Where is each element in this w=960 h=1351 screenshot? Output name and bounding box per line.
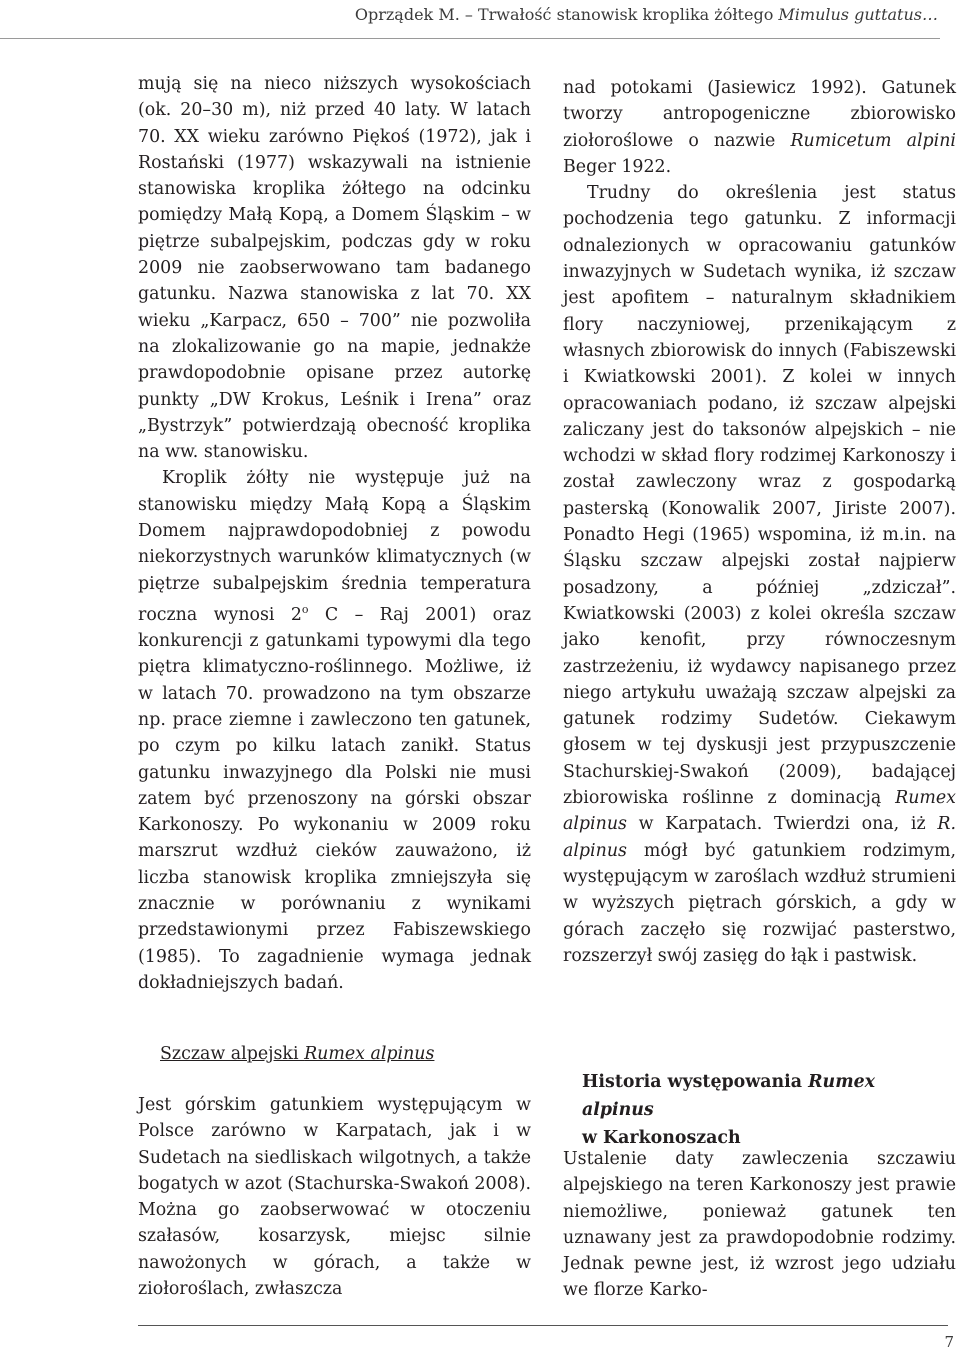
paragraph [138,465,531,996]
paragraph: Jest górskim gatunkiem występującym w Polsce zarówno w Karpatach, jak i w Sudetach na siedliskach wilgotnych, a także bogatych w azot (Stachurska-Swakoń 2008). Można go zaobserwować w otoczeniu szałasów, kosarzysk, miejsc silnie nawożonych w górach, a także w ziołoroślach, zwłaszcza [138,1095,532,1300]
paragraph [563,180,956,969]
latin-name: Rumicetum alpini [790,130,956,151]
text-run: w Karpatach. Twierdzi ona, iż [626,814,938,835]
text-run: Beger 1922. [563,156,672,177]
text-run: C – Raj 2001) oraz konkurencji z gatunkami typowymi dla tego piętra klimatyczno-roślinnego. Możliwe, iż w latach 70. prowadzono na tym obszarze np. prace ziemne i zawleczono ten gatunek, po czym po kilku latach zanikł. Status gatunku inwazyjnego dla Polski nie musi zatem być przenoszony na górski obszar Karkonoszy. Po wykonaniu w 2009 roku marszrut wzdłuż cieków zauważono, iż liczba stanowisk kroplika zmniejszyła się znacznie w porównaniu z wynikami przedstawionymi przez Fabiszewskiego (1985). To zagadnienie wymaga jednak dokładniejszych badań. [138,604,531,993]
heading-latin-name: Rumex alpinus [304,1044,435,1064]
running-head [355,5,938,24]
heading-text: Szczaw alpejski [160,1044,305,1064]
page-number: 7 [944,1333,954,1351]
text-run: nad potokami (Jasiewicz 1992). Gatunek tworzy antropogeniczne zbiorowisko ziołoroślowe o nazwie [563,78,956,151]
footer-rule [138,1325,948,1326]
running-head-species: Mimulus guttatus… [778,5,938,24]
text-run: Trudny do określenia jest status pochodzenia tego gatunku. Z informacji odnalezionych w opracowaniu gatunków inwazyjnych w Sudetach wynika, iż szczaw jest apofitem – naturalnym składnikiem flory naczyniowej, przenikającym z własnych zbiorowisk do innych (Fabiszewski i Kwiatkowski 2001). Z kolei w innych opracowaniach podano, iż szczaw alpejski zaliczany jest do taksonów alpejskich – nie wchodzi w skład flory rodzimej Karkonoszy i został zawleczony wraz z gospodarką pasterską (Konowalik 2007, Jiriste 2007). Ponadto Hegi (1965) wspomina, iż m.in. na Śląsku szczaw alpejski został najpierw posadzony, a później „zdziczał”. Kwiatkowski (2003) z kolei określa szczaw jako kenofit, przy równoczesnym zastrzeżeniu, iż wydawcy napisanego przez niego artykułu uważają szczaw alpejski za gatunek rodzimy Sudetów. Ciekawym głosem w tej dyskusji jest przypuszczenie Stachurskiej-Swakoń (2009), badającej zbiorowiska roślinne z dominacją [563,183,956,809]
left-column-top [138,71,531,996]
heading-latin-name: Rumex alpinus [582,1072,876,1120]
section-heading-rumex [160,1040,553,1068]
heading-text-line2: w Karkonoszach [582,1128,741,1148]
running-head-text: Oprządek M. – Trwałość stanowisk kroplika żółtego [354,5,779,24]
paragraph [563,75,956,180]
text-run: Kroplik żółty nie występuje już na stanowisku między Małą Kopą a Śląskim Domem najprawdopodobniej z powodu niekorzystnych warunków klimatycznych (w piętrze subalpejskim średnia temperatura roczna wynosi 2 [138,468,531,625]
latin-name: R. alpinus [563,814,956,861]
heading-text: Historia występowania [582,1072,809,1092]
left-column-bottom [138,1092,531,1302]
degree-superscript: o [301,602,309,616]
header-rule [0,38,940,39]
section-heading-history [582,1068,952,1152]
paragraph: Ustalenie daty zawleczenia szczawiu alpejskiego na teren Karkonoszy jest prawie niemożliwe, ponieważ gatunek ten uznawany jest za prawdopodobnie rodzimy. Jednak pewne jest, iż wzrost jego udziału we florze Karko- [563,1149,956,1301]
right-column-top [563,75,956,969]
paragraph: mują się na nieco niższych wysokościach (ok. 20–30 m), niż przed 40 laty. W latach 70. XX wieku zarówno Piękoś (1972), jak i Rostański (1977) wskazywali na istnienie stanowiska kroplika żółtego na odcinku pomiędzy Małą Kopą, a Domem Śląskim – w piętrze subalpejskim, podczas gdy w roku 2009 nie zaobserwowano tam badanego gatunku. Nazwa stanowiska z lat 70. XX wieku „Karpacz, 650 – 700” nie pozwoliła na zlokalizowanie go na mapie, jednakże prawdopodobnie opisane przez autorkę punkty „DW Krokus, Leśnik i Irena” oraz „Bystrzyk” potwierdzają obecność kroplika na ww. stanowisku. [138,74,531,463]
latin-name: Rumex alpinus [563,788,956,835]
right-column-bottom [563,1146,956,1304]
text-run: mógł być gatunkiem rodzimym, występującym w zaroślach wzdłuż strumieni w wyższych piętrach górskich, a gdy w górach zaczęło się rozwijać pasterstwo, rozszerzył swój zasięg do łąk i pastwisk. [563,840,956,966]
